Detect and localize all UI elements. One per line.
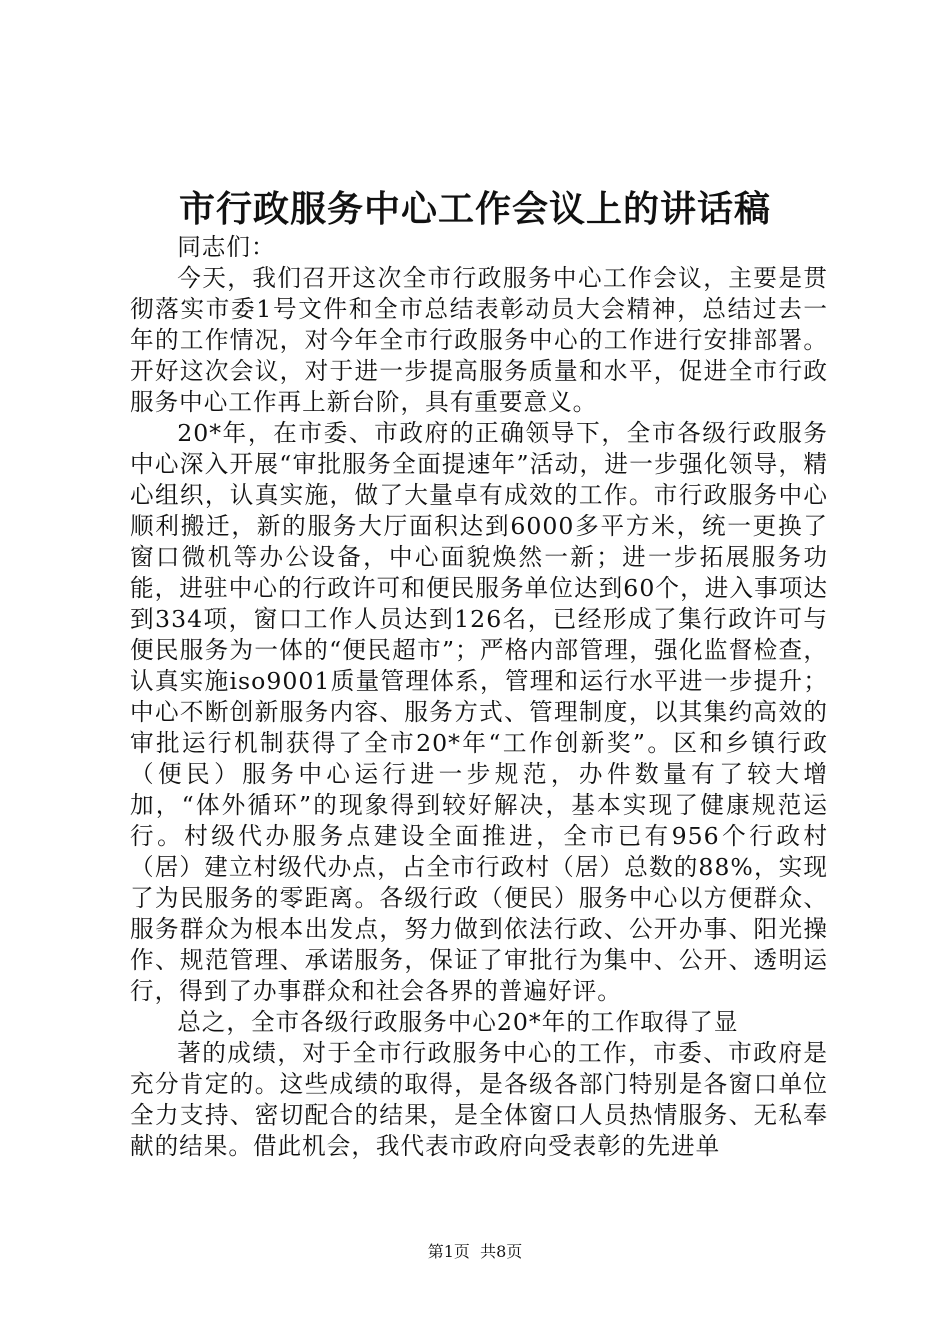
document-body [130,232,828,1162]
salutation-paragraph: 同志们： [177,233,276,261]
body-paragraph: 总之，全市各级行政服务中心20*年的工作取得了显 [177,1008,739,1036]
document-title: 市行政服务中心工作会议上的讲话稿 [178,188,771,230]
body-paragraph: 著的成绩，对于全市行政服务中心的工作，市委、市政府是充分肯定的。这些成绩的取得，是各级各部门特别是各窗口单位全力支持、密切配合的结果，是全体窗口人员热情服务、无私奉献的结果。借此机会，我代表市政府向受表彰的先进单 [130,1039,828,1160]
body-paragraph: 20*年，在市委、市政府的正确领导下，全市各级行政服务中心深入开展“审批服务全面提速年”活动，进一步强化领导，精心组织，认真实施，做了大量卓有成效的工作。市行政服务中心顺利搬迁，新的服务大厅面积达到6000多平方米，统一更换了窗口微机等办公设备，中心面貌焕然一新；进一步拓展服务功能，进驻中心的行政许可和便民服务单位达到60个，进入事项达到334项，窗口工作人员达到126名，已经形成了集行政许可与便民服务为一体的“便民超市”；严格内部管理，强化监督检查，认真实施iso9001质量管理体系，管理和运行水平进一步提升；中心不断创新服务内容、服务方式、管理制度，以其集约高效的审批运行机制获得了全市20*年“工作创新奖”。区和乡镇行政（便民）服务中心运行进一步规范，办件数量有了较大增加，“体外循环”的现象得到较好解决，基本实现了健康规范运行。村级代办服务点建设全面推进，全市已有956个行政村（居）建立村级代办点，占全市行政村（居）总数的88%，实现了为民服务的零距离。各级行政（便民）服务中心以方便群众、服务群众为根本出发点，努力做到依法行政、公开办事、阳光操作、规范管理、承诺服务，保证了审批行为集中、公开、透明运行，得到了办事群众和社会各界的普遍好评。 [130,419,828,1005]
page-number-footer: 第1页 共8页 [427,1242,523,1261]
body-paragraph: 今天，我们召开这次全市行政服务中心工作会议，主要是贯彻落实市委1号文件和全市总结表彰动员大会精神，总结过去一年的工作情况，对今年全市行政服务中心的工作进行安排部署。开好这次会议，对于进一步提高服务质量和水平，促进全市行政服务中心工作再上新台阶，具有重要意义。 [130,264,828,416]
